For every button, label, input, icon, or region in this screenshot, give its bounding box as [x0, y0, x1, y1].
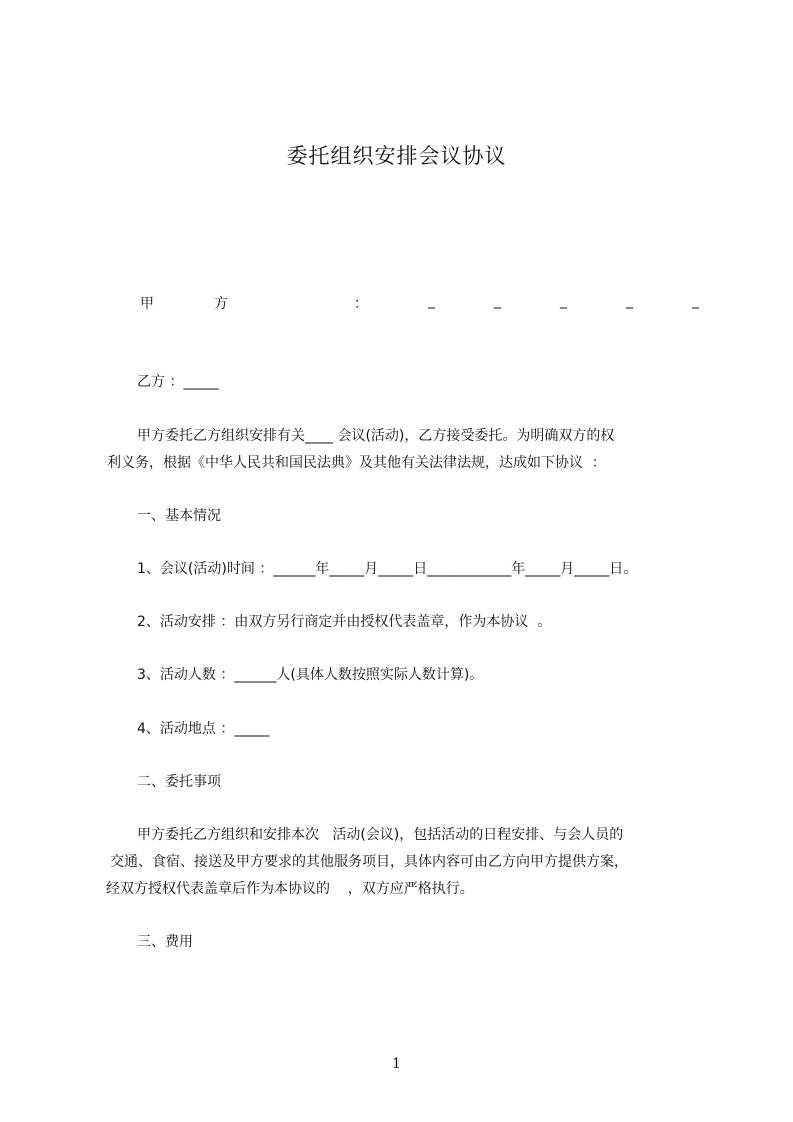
party-a-blank: _ [428, 293, 435, 309]
party-a-line [140, 293, 702, 313]
party-a-colon: ： [354, 296, 368, 312]
section-2-paragraph-line: 经双方授权代表盖章后作为本协议的 ，双方应严格执行。 [106, 881, 474, 897]
section-1-item: 3、活动人数 ：______人(具体人数按照实际人数计算)。 [137, 667, 484, 683]
page-number: 1 [392, 1056, 401, 1072]
party-a-blank: _ [692, 293, 699, 309]
section-1-item: 1、会议(活动)时间 ：______年_____月_____日____________年_____月_____日。 [137, 561, 638, 577]
intro-line: 利义务，根据《中华人民共和国民法典》及其他有关法律法规，达成如下协议 ： [107, 455, 606, 471]
party-a-blank: _ [494, 293, 501, 309]
section-1-item: 4、活动地点 ：_____ [137, 721, 270, 737]
section-1-item: 2、活动安排 ：由双方另行商定并由授权代表盖章，作为本协议 。 [137, 614, 552, 630]
intro-line: 甲方委托乙方组织安排有关____ 会议(活动)，乙方接受委托。为明确双方的权 [137, 428, 615, 444]
party-a-blank: _ [626, 293, 633, 309]
party-b-line: 乙方 ：_____ [137, 374, 219, 390]
section-3-heading: 三、费用 [137, 934, 193, 950]
party-a-char-1: 甲 [140, 296, 154, 312]
section-2-paragraph-line: 甲方委托乙方组织和安排本次 活动(会议)，包括活动的日程安排、与会人员的 [137, 827, 624, 843]
section-2-paragraph-line: 交通、食宿、接送及甲方要求的其他服务项目，具体内容可由乙方向甲方提供方案， [110, 854, 628, 870]
document-title: 委托组织安排会议协议 [286, 144, 507, 168]
section-1-heading: 一、基本情况 [137, 508, 221, 524]
party-a-blank: _ [560, 293, 567, 309]
section-2-heading: 二、委托事项 [137, 774, 221, 790]
party-a-char-2: 方 [214, 296, 228, 312]
